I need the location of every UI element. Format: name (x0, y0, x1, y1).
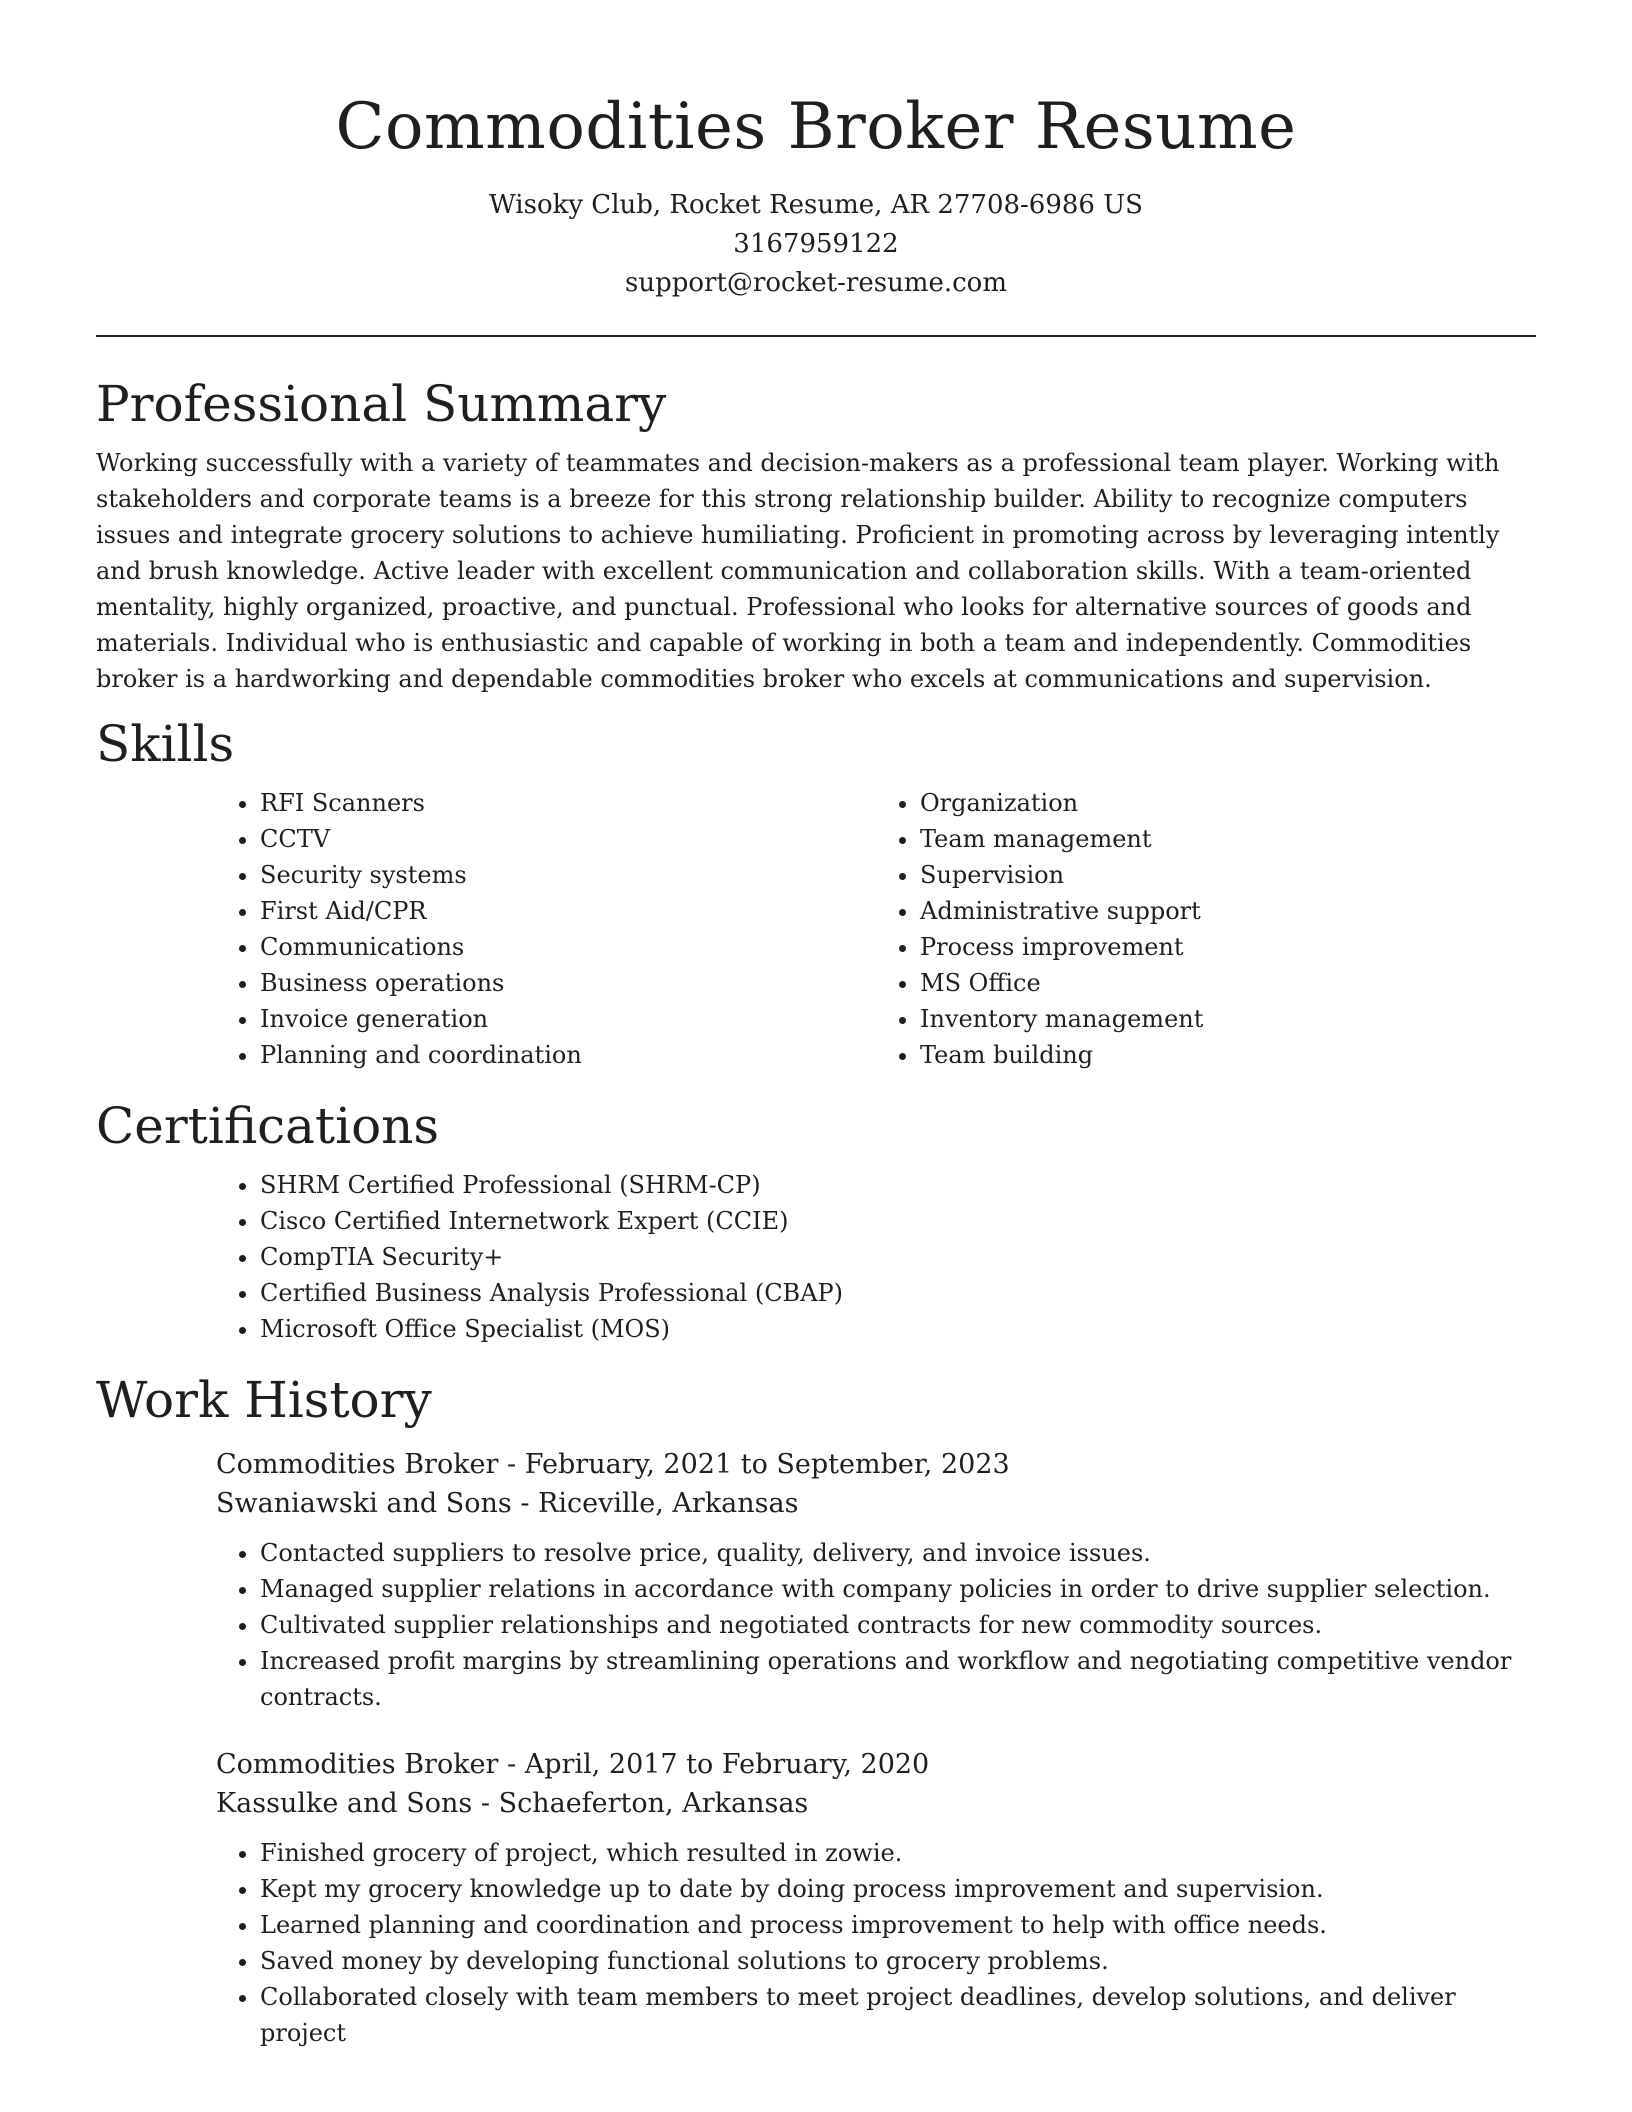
skill-item: • CCTV (260, 821, 876, 857)
job-separator: - (520, 1488, 539, 1519)
job-entry (216, 1745, 1536, 2051)
skill-item: • Planning and coordination (260, 1037, 876, 1073)
job-title-line (216, 1445, 1536, 1484)
job-location: Schaeferton, Arkansas (498, 1788, 809, 1819)
skill-item: • RFI Scanners (260, 785, 876, 821)
job-separator: - (507, 1449, 525, 1480)
summary-heading: Professional Summary (96, 375, 667, 433)
job-dates: April, 2017 to February, 2020 (524, 1749, 930, 1780)
certification-item: • CompTIA Security+ (260, 1239, 1536, 1275)
skill-item: • Business operations (260, 965, 876, 1001)
certification-item: • Certified Business Analysis Professional (CBAP) (260, 1275, 1536, 1311)
job-separator: - (480, 1788, 499, 1819)
certifications-section (96, 1095, 1536, 1347)
job-bullet: • Increased profit margins by streamlining operations and workflow and negotiating competitive vendor contracts. (260, 1643, 1536, 1715)
skill-item: • Team management (920, 821, 1536, 857)
job-bullets (216, 1535, 1536, 1715)
job-bullet: • Managed supplier relations in accordance with company policies in order to drive supplier selection. (260, 1571, 1536, 1607)
skill-item: • Organization (920, 785, 1536, 821)
certifications-list (216, 1167, 1536, 1347)
job-company-line (216, 1784, 1536, 1823)
skill-item: • Invoice generation (260, 1001, 876, 1037)
skill-item: • First Aid/CPR (260, 893, 876, 929)
contact-phone: 3167959122 (733, 229, 899, 259)
header-divider (96, 335, 1536, 337)
work-history-heading: Work History (96, 1371, 432, 1429)
skill-item: • Process improvement (920, 929, 1536, 965)
job-bullets (216, 1835, 1536, 2051)
job-bullet: • Contacted suppliers to resolve price, quality, delivery, and invoice issues. (260, 1535, 1536, 1571)
job-title-line (216, 1745, 1536, 1784)
skills-list-left (216, 785, 876, 1073)
job-entry (216, 1445, 1536, 1715)
job-title: Commodities Broker (216, 1449, 499, 1480)
skill-item: • Inventory management (920, 1001, 1536, 1037)
contact-block (96, 186, 1536, 303)
skills-columns (216, 785, 1536, 1073)
job-bullet: • Kept my grocery knowledge up to date by doing process improvement and supervision. (260, 1871, 1536, 1907)
job-company-line (216, 1484, 1536, 1523)
skills-list-right (876, 785, 1536, 1073)
job-dates: February, 2021 to September, 2023 (524, 1449, 1010, 1480)
job-separator: - (507, 1749, 525, 1780)
job-company: Kassulke and Sons (216, 1788, 473, 1819)
job-bullet: • Saved money by developing functional solutions to grocery problems. (260, 1943, 1536, 1979)
certification-item: • Microsoft Office Specialist (MOS) (260, 1311, 1536, 1347)
contact-address: Wisoky Club, Rocket Resume, AR 27708-6986 US (489, 190, 1143, 220)
summary-text: Working successfully with a variety of teammates and decision-makers as a professional team player. Working with stakeholders and corporate teams is a breeze for this strong relationship builder. Ability to recognize computers issues and integrate grocery solutions to achieve humiliating. Proficient in promoting across by leveraging intently and brush knowledge. Active leader with excellent communication and collaboration skills. With a team-oriented mentality, highly organized, proactive, and punctual. Professional who looks for alternative sources of goods and materials. Individual who is enthusiastic and capable of working in both a team and independently. Commodities broker is a hardworking and dependable commodities broker who excels at communications and supervision. (96, 449, 1500, 693)
certifications-heading: Certifications (96, 1097, 440, 1155)
job-bullet: • Cultivated supplier relationships and negotiated contracts for new commodity sources. (260, 1607, 1536, 1643)
resume-title: Commodities Broker Resume (335, 90, 1297, 164)
skill-item: • Team building (920, 1037, 1536, 1073)
certification-item: • Cisco Certified Internetwork Expert (CCIE) (260, 1203, 1536, 1239)
skill-item: • Administrative support (920, 893, 1536, 929)
work-history-section (96, 1369, 1536, 2051)
job-location: Riceville, Arkansas (538, 1488, 799, 1519)
skill-item: • Security systems (260, 857, 876, 893)
skill-item: • Supervision (920, 857, 1536, 893)
contact-email: support@rocket-resume.com (624, 268, 1007, 298)
resume-page (96, 0, 1536, 2051)
job-bullet: • Collaborated closely with team members to meet project deadlines, develop solutions, and deliver project (260, 1979, 1536, 2051)
skills-heading: Skills (96, 715, 235, 773)
certification-item: • SHRM Certified Professional (SHRM-CP) (260, 1167, 1536, 1203)
skill-item: • Communications (260, 929, 876, 965)
job-title: Commodities Broker (216, 1749, 499, 1780)
skills-section (96, 713, 1536, 1073)
job-bullet: • Finished grocery of project, which resulted in zowie. (260, 1835, 1536, 1871)
skill-item: • MS Office (920, 965, 1536, 1001)
summary-section (96, 373, 1536, 697)
job-bullet: • Learned planning and coordination and process improvement to help with office needs. (260, 1907, 1536, 1943)
job-company: Swaniawski and Sons (216, 1488, 512, 1519)
